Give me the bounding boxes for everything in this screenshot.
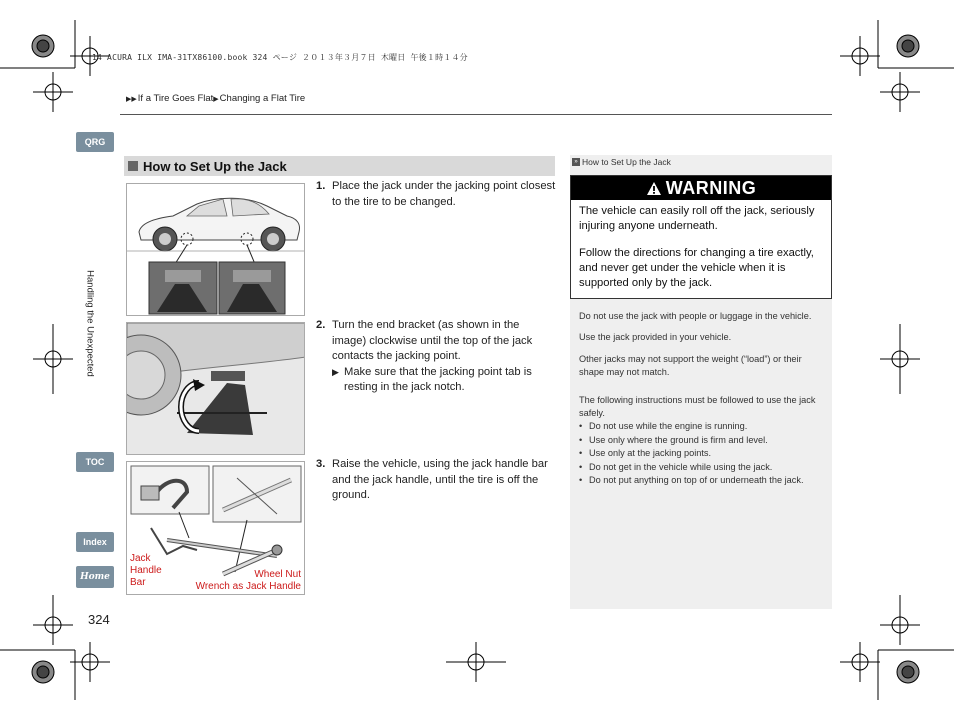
home-button[interactable]: [76, 566, 114, 588]
step-subnote: [316, 365, 556, 396]
index-button[interactable]: Index: [76, 532, 114, 552]
chapter-tab: Handling the Unexpected: [84, 270, 96, 377]
figure-jack-bracket: [126, 322, 305, 455]
warning-header: [571, 176, 831, 200]
step-number: 1.: [316, 180, 326, 192]
section-heading: [124, 156, 555, 176]
figure-jacking-points: [126, 183, 305, 316]
step-number: 2.: [316, 319, 326, 331]
panel-reference: [572, 157, 671, 167]
section-title: How to Set Up the Jack: [143, 158, 287, 174]
list-item: • Do not put anything on top of or underneath the jack.: [579, 474, 825, 487]
page-number: 324: [88, 612, 110, 627]
step-text: Place the jack under the jacking point closest to the tire to be changed.: [332, 180, 556, 208]
notes: [579, 310, 825, 487]
warning-paragraph: Follow the directions for changing a tire exactly, and never get under the vehicle when it is supported only by the jack.: [579, 246, 814, 290]
warning-box: [570, 175, 832, 299]
safety-bullet-list: [579, 420, 825, 487]
warning-paragraph: The vehicle can easily roll off the jack, seriously injuring anyone underneath.: [579, 205, 815, 233]
breadcrumb-separator-icon: ▶: [213, 95, 219, 103]
warning-body: [571, 200, 831, 306]
reference-icon: »: [572, 158, 580, 166]
header-rule: [120, 114, 832, 115]
panel-reference-text: How to Set Up the Jack: [582, 157, 671, 167]
breadcrumb-link-changing-tire[interactable]: Changing a Flat Tire: [219, 93, 306, 104]
print-header: 14 ACURA ILX IMA-31TX86100.book 324 ページ ２０１３年３月７日 木曜日 午後１時１４分: [92, 53, 468, 62]
note-paragraph: Other jacks may not support the weight (“load”) or their shape may not match.: [579, 353, 802, 378]
step-subnote-text: Make sure that the jacking point tab is resting in the jack notch.: [344, 365, 532, 393]
step-text: Raise the vehicle, using the jack handle bar and the jack handle, until the tire is off the ground.: [332, 458, 548, 501]
list-item: • Use only at the jacking points.: [579, 447, 825, 460]
warning-title: WARNING: [665, 177, 757, 198]
step-number: 3.: [316, 458, 326, 470]
list-item: • Do not use while the engine is running.: [579, 420, 825, 433]
label-jack-handle-bar: Jack Handle Bar: [130, 553, 162, 588]
note-paragraph: The following instructions must be followed to use the jack safely.: [579, 394, 816, 419]
toc-button[interactable]: TOC: [76, 452, 114, 472]
car-jack-points-illustration: [127, 184, 305, 316]
step-1: [316, 179, 556, 210]
warning-triangle-icon: [646, 181, 662, 196]
breadcrumb-link-flat-tire[interactable]: If a Tire Goes Flat: [137, 93, 214, 104]
triangle-pointer-icon: ▶: [332, 366, 339, 377]
jack-closeup-illustration: [127, 323, 305, 455]
qrg-button[interactable]: QRG: [76, 132, 114, 152]
square-bullet-icon: [128, 161, 138, 171]
step-text: Turn the end bracket (as shown in the image) clockwise until the top of the jack contacts the jacking point.: [332, 319, 533, 362]
home-label: Home: [80, 572, 110, 582]
breadcrumb: [126, 93, 305, 104]
list-item: • Do not get in the vehicle while using the jack.: [579, 461, 825, 474]
step-3: [316, 457, 556, 504]
note-paragraph: Use the jack provided in your vehicle.: [579, 332, 732, 343]
note-paragraph: Do not use the jack with people or luggage in the vehicle.: [579, 311, 812, 321]
list-item: • Use only where the ground is firm and level.: [579, 434, 825, 447]
step-2: [316, 318, 556, 396]
label-wheel-nut-wrench: Wheel Nut Wrench as Jack Handle: [195, 569, 301, 592]
breadcrumb-arrow-icon: ▶▶: [126, 95, 137, 103]
